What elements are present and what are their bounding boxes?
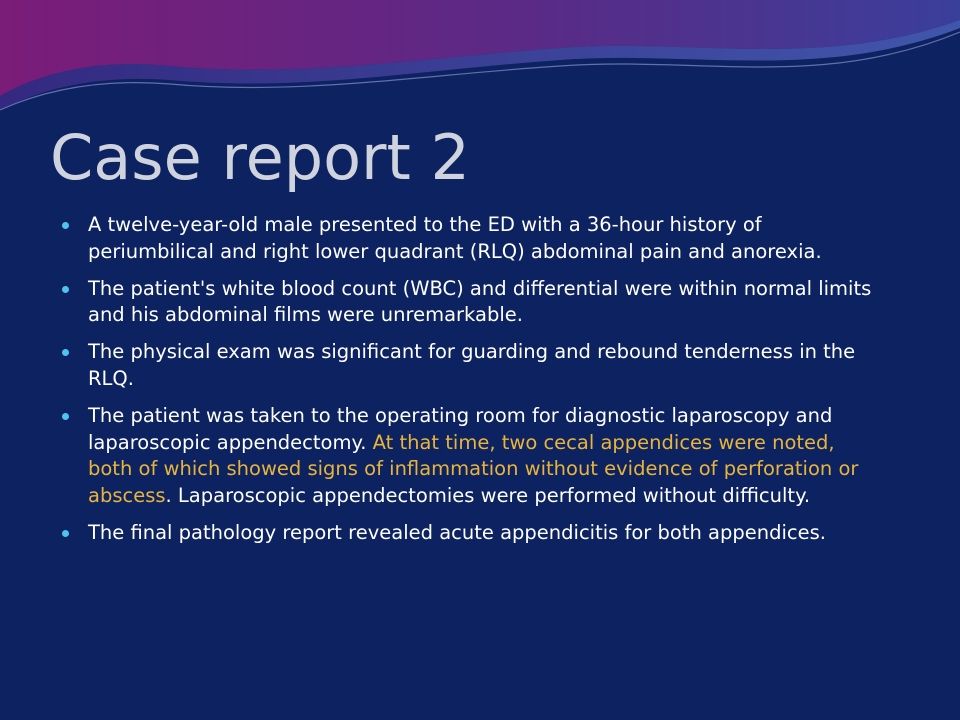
bullet-text: A twelve-year-old male presented to the ED with a 36-hour history of periumbilical and right lower quadrant (RLQ) abdominal pain and anorexia.	[88, 213, 822, 263]
bullet-text: The patient's white blood count (WBC) and differential were within normal limits and his abdominal films were unremarkable.	[88, 276, 872, 327]
bullet-dot-icon	[62, 349, 69, 356]
bullet-item	[60, 339, 880, 393]
bullet-text-after: . Laparoscopic appendectomies were performed without difficulty.	[165, 484, 811, 508]
slide-title: Case report 2	[50, 121, 470, 194]
highlighted-text: At that time, two cecal appendices were noted, both of which showed signs of inflammation without evidence of perforation or abscess	[88, 430, 859, 508]
bullet-dot-icon	[62, 413, 69, 420]
bullet-list	[60, 212, 880, 557]
bullet-item	[60, 520, 880, 547]
bullet-text: The final pathology report revealed acute appendicitis for both appendices.	[88, 520, 826, 544]
bullet-item	[60, 403, 880, 510]
bullet-dot-icon	[62, 530, 69, 537]
bullet-dot-icon	[62, 286, 69, 293]
bullet-text-before: The patient was taken to the operating room for diagnostic laparoscopy and laparoscopic appendectomy.	[88, 403, 833, 454]
bullet-item	[60, 276, 880, 330]
bullet-dot-icon	[62, 222, 69, 229]
bullet-text: The physical exam was significant for guarding and rebound tenderness in the RLQ.	[88, 340, 856, 390]
bullet-item	[60, 212, 880, 266]
